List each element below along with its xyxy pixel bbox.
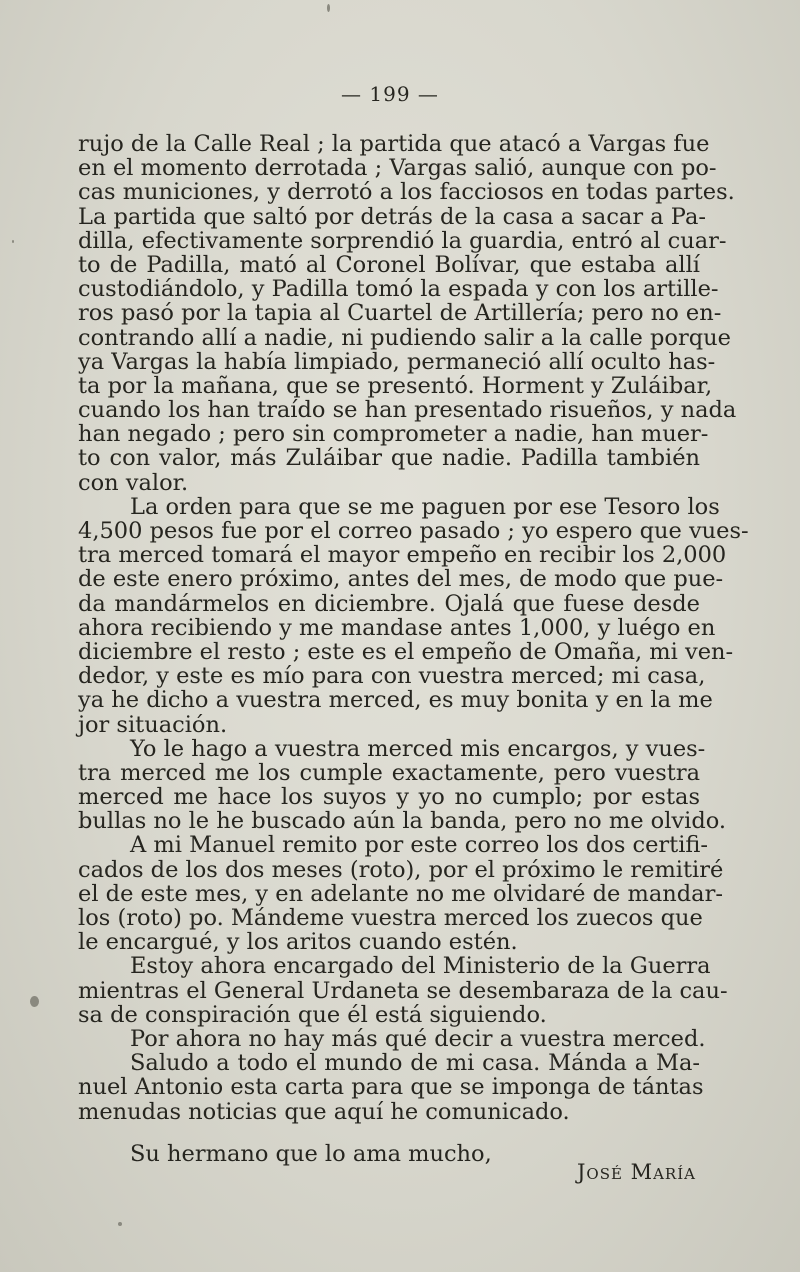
text-line: ta por la mañana, que se presentó. Horment y Zuláibar, (78, 372, 713, 399)
text-line: con valor. (78, 469, 189, 496)
text-line: nuel Antonio esta carta para que se imponga de tántas (78, 1074, 704, 1101)
text-line: le encargué, y los aritos cuando estén. (78, 929, 518, 956)
text-line: Por ahora no hay más qué decir a vuestra merced. (130, 1025, 706, 1052)
text-line: custodiándolo, y Padilla tomó la espada y con los artille- (78, 276, 719, 303)
text-line: ya Vargas la había limpiado, permaneció allí oculto has- (78, 348, 716, 375)
text-line: dedor, y este es mío para con vuestra merced; mi casa, (78, 663, 706, 690)
text-line: dilla, efectivamente sorprendió la guardia, entró al cuar- (78, 227, 727, 254)
text-line: en el momento derrotada ; Vargas salió, aunque con po- (78, 155, 717, 182)
paragraph-gap (78, 1124, 700, 1142)
text-line: cados de los dos meses (roto), por el próximo le remitiré (78, 856, 724, 883)
text-line: Saludo a todo el mundo de mi casa. Mánda a Ma- (130, 1050, 700, 1077)
letter-body (78, 131, 749, 1167)
text-line: La partida que saltó por detrás de la casa a sacar a Pa- (78, 203, 706, 230)
text-line: A mi Manuel remito por este correo los dos certifi- (130, 832, 709, 859)
text-line: menudas noticias que aquí he comunicado. (78, 1098, 570, 1125)
text-line: Estoy ahora encargado del Ministerio de la Guerra (130, 953, 711, 980)
text-line: 4,500 pesos fue por el correo pasado ; yo espero que vues- (78, 518, 749, 544)
text-line: los (roto) po. Mándeme vuestra merced los zuecos que (78, 905, 703, 931)
text-line: sa de conspiración que él está siguiendo. (78, 1001, 547, 1028)
text-line: da mandármelos en diciembre. Ojalá que fuese desde (78, 590, 700, 617)
text-line: merced me hace los suyos y yo no cumplo; por estas (78, 784, 700, 811)
text-line: diciembre el resto ; este es el empeño de Omaña, mi ven- (78, 638, 734, 665)
text-line: cuando los han traído se han presentado risueños, y nada (78, 397, 737, 424)
page-number: — 199 — (341, 82, 439, 106)
closing-line: Su hermano que lo ama mucho, (130, 1140, 492, 1167)
text-line: to con valor, más Zuláibar que nadie. Padilla también (78, 445, 700, 472)
text-line: mientras el General Urdaneta se desembaraza de la cau- (78, 977, 728, 1004)
text-line: to de Padilla, mató al Coronel Bolívar, que estaba allí (78, 251, 700, 278)
text-line: La orden para que se me paguen por ese Tesoro los (130, 493, 720, 520)
text-line: bullas no le he buscado aún la banda, pero no me olvido. (78, 808, 727, 835)
text-line: contrando allí a nadie, ni pudiendo salir a la calle porque (78, 324, 731, 351)
text-line: Yo le hago a vuestra merced mis encargos, y vues- (130, 735, 706, 762)
text-line: ya he dicho a vuestra merced, es muy bonita y en la me (78, 687, 713, 714)
text-line: jor situación. (78, 711, 228, 738)
text-line: han negado ; pero sin comprometer a nadie, han muer- (78, 421, 709, 448)
text-line: ahora recibiendo y me mandase antes 1,000, y luégo en (78, 614, 716, 641)
text-line: cas municiones, y derrotó a los facciosos en todas partes. (78, 179, 735, 206)
text-line: rujo de la Calle Real ; la partida que atacó a Vargas fue (78, 131, 710, 157)
text-line: de este enero próximo, antes del mes, de modo que pue- (78, 566, 724, 593)
text-line: tra merced tomará el mayor empeño en recibir los 2,000 (78, 542, 727, 569)
text-line: tra merced me los cumple exactamente, pero vuestra (78, 759, 700, 786)
text-line: el de este mes, y en adelante no me olvidaré de mandar- (78, 880, 723, 907)
signature: José María (576, 1160, 696, 1184)
text-line: ros pasó por la tapia al Cuartel de Artillería; pero no en- (78, 300, 722, 327)
